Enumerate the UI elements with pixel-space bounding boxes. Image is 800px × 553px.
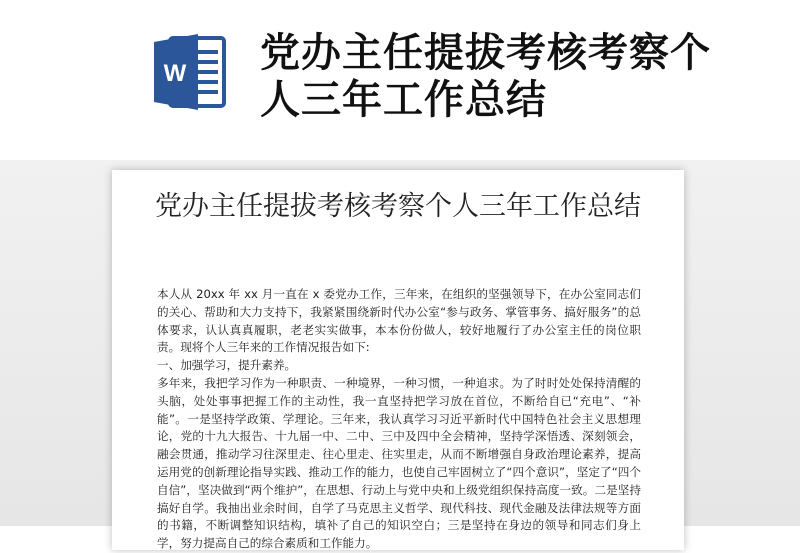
document-paragraph: 多年来，我把学习作为一种职责、一种境界，一种习惯，一种追求。为了时时处处保持清醒的头脑，处处事事把握工作的主动性，我一直坚持把学习放在首位，不断给自已“充电”、“补能”。一是坚持学政策、学理论。三年来，我认真学习习近平新时代中国特色社会主义思想理论，党的十九大报告、十九届一中、二中、三中及四中全会精神，坚持学深悟透、深刻领会，融会贯通，推动学习往深里走、往心里走、往实里走，从而不断增强自身政治理论素养，提高运用党的创新理论指导实践、推动工作的能力，也使自己牢固树立了“四个意识”，坚定了“四个自信”，坚决做到“两个维护”，在思想、行动上与党中央和上级党组织保持高度一致。二是坚持搞好自学。我抽出业余时间，自学了马克思主义哲学、现代科技、现代金融及法律法规等方面的书籍，不断调整知识结构，填补了自己的知识空白；三是坚持在身边的领导和同志们身上学，努力提高自己的综合素质和工作能力。 bbox=[157, 375, 641, 551]
document-title: 党办主任提拔考核考察个人三年工作总结 bbox=[155, 191, 641, 222]
banner-title: 党办主任提拔考核考察个人三年工作总结 bbox=[260, 30, 711, 123]
document-paragraph: 一、加强学习，提升素养。 bbox=[157, 358, 297, 373]
word-icon-letter: W bbox=[163, 60, 187, 87]
word-document-icon bbox=[152, 30, 226, 114]
document-paragraph: 本人从 20xx 年 xx 月一直在 x 委党办工作，三年来，在组织的坚强领导下，在办公室同志们的关心、帮助和大力支持下，我紧紧围绕新时代办公室“参与政务、掌管事务、搞好服务”的总体要求，认认真真履职，老老实实做事，本本份份做人，较好地履行了办公室主任的岗位职责。现将个人三年来的工作情况报告如下: bbox=[157, 287, 641, 355]
document-body bbox=[157, 286, 641, 553]
document-header-banner bbox=[0, 0, 800, 160]
document-page bbox=[112, 170, 684, 550]
